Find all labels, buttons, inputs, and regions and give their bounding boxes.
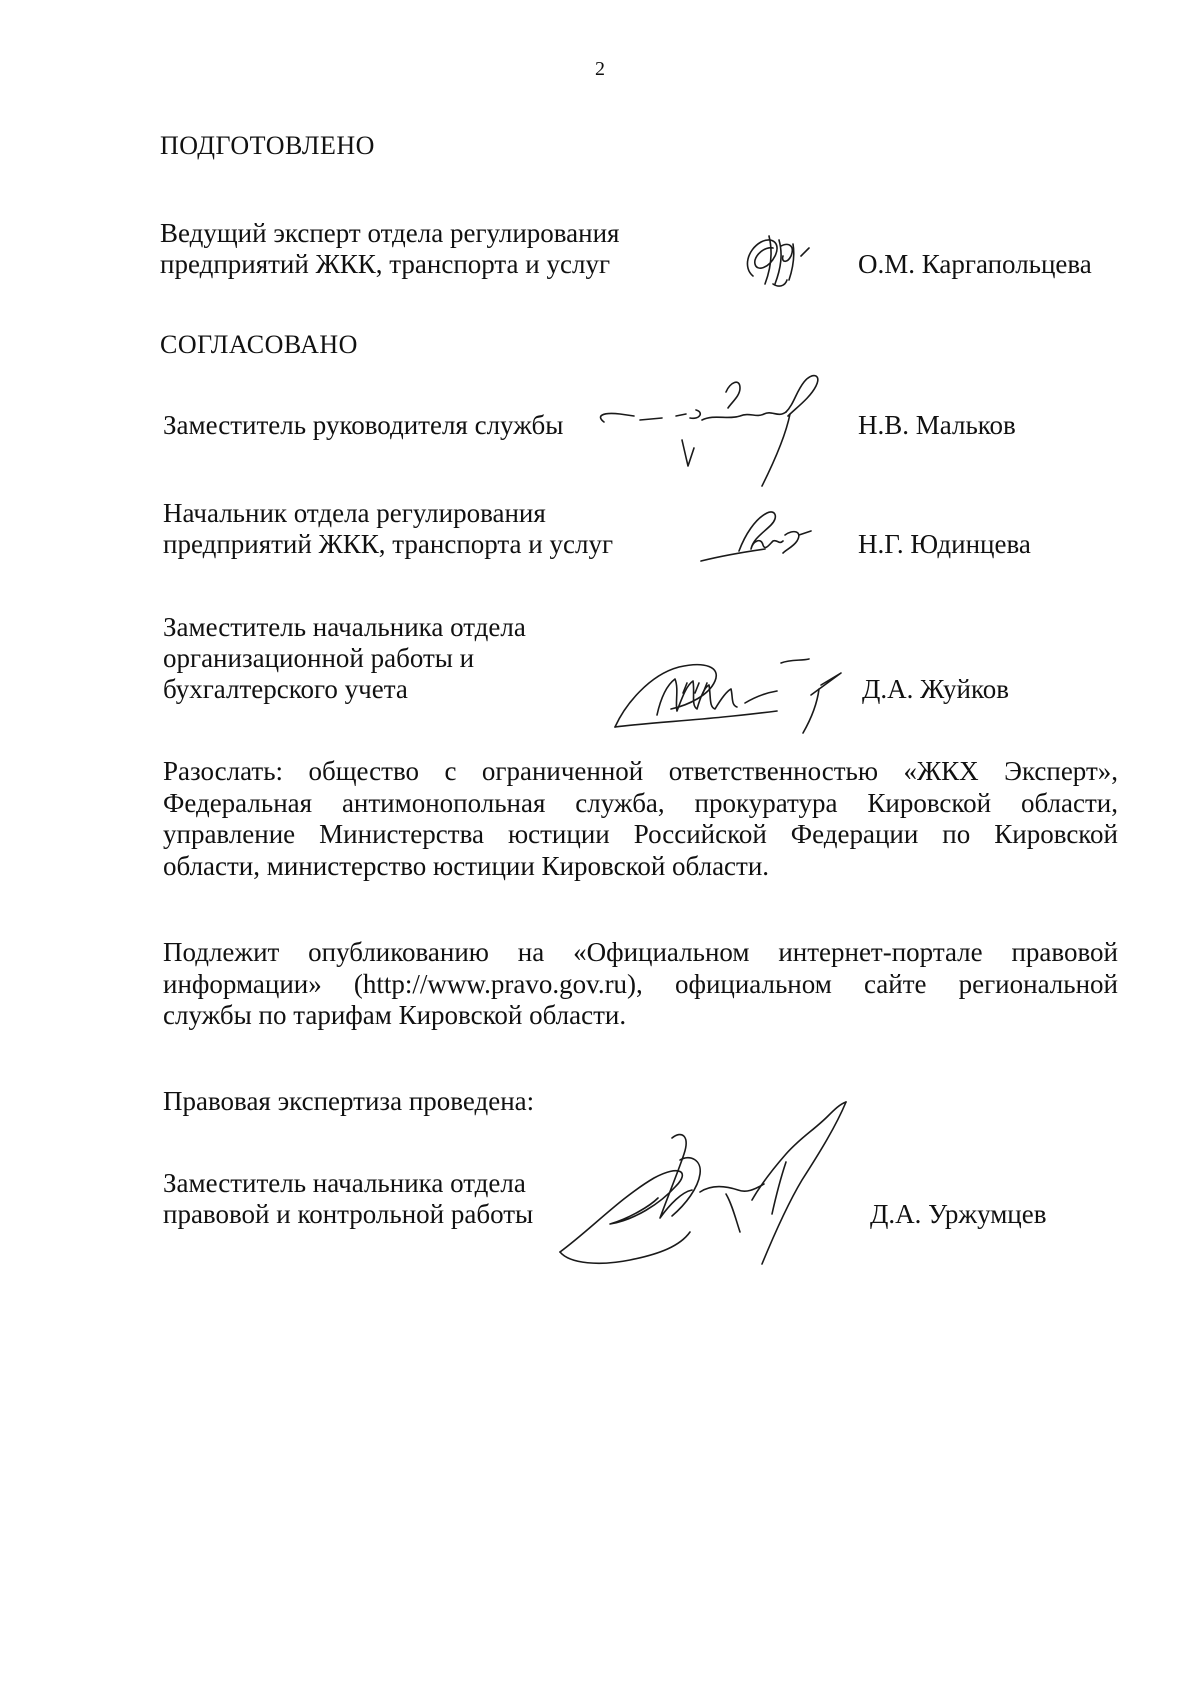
distribution-line-1: Разослать: общество с ограниченной ответственностью «ЖКХ Эксперт»,: [163, 756, 1118, 786]
signature-malkov: [590, 362, 890, 502]
publication-line-2: информации» (http://www.pravo.gov.ru), официальном сайте региональной: [163, 968, 1118, 999]
signature-kargapoltseva: [735, 228, 835, 298]
agreed-signatory-1-position-line-1: Заместитель руководителя службы: [163, 410, 564, 440]
publication-line-1: Подлежит опубликованию на «Официальном интернет-портале правовой: [163, 937, 1118, 967]
agreed-signatory-3-position-line-2: организационной работы и: [163, 643, 475, 673]
distribution-line-2: Федеральная антимонопольная служба, прокуратура Кировской области,: [163, 787, 1118, 818]
legal-review-label: Правовая экспертиза проведена:: [163, 1086, 535, 1116]
agreed-signatory-2-position-line-1: Начальник отдела регулирования: [163, 498, 546, 528]
publication-paragraph: [163, 937, 1118, 1032]
signature-yudintseva: [695, 505, 825, 575]
agreed-signatory-3-name: Д.А. Жуйков: [862, 674, 1009, 704]
distribution-line-4: области, министерство юстиции Кировской области.: [163, 850, 770, 881]
agreed-heading: СОГЛАСОВАНО: [160, 330, 358, 359]
agreed-signatory-2-name: Н.Г. Юдинцева: [858, 529, 1031, 559]
prepared-heading: ПОДГОТОВЛЕНО: [160, 131, 375, 160]
legal-review-signatory-name: Д.А. Уржумцев: [870, 1199, 1047, 1229]
legal-review-position-line-2: правовой и контрольной работы: [163, 1199, 534, 1229]
agreed-signatory-1-name: Н.В. Мальков: [858, 410, 1016, 440]
agreed-signatory-2-position-line-2: предприятий ЖКК, транспорта и услуг: [163, 529, 614, 559]
page-number: 2: [595, 58, 605, 80]
agreed-signatory-3-position-line-1: Заместитель начальника отдела: [163, 612, 526, 642]
distribution-paragraph: [163, 756, 1118, 882]
prepared-position-line-1: Ведущий эксперт отдела регулирования: [160, 218, 620, 248]
distribution-line-3: управление Министерства юстиции Российской Федерации по Кировской: [163, 819, 1118, 849]
signature-urzhumtsev: [550, 1100, 910, 1280]
publication-line-3: службы по тарифам Кировской области.: [163, 1000, 627, 1030]
agreed-signatory-3-position-line-3: бухгалтерского учета: [163, 674, 408, 704]
prepared-signatory-name: О.М. Каргапольцева: [858, 249, 1092, 279]
legal-review-position-line-1: Заместитель начальника отдела: [163, 1168, 526, 1198]
signature-zhuikov: [605, 645, 865, 745]
prepared-position-line-2: предприятий ЖКК, транспорта и услуг: [160, 249, 611, 279]
